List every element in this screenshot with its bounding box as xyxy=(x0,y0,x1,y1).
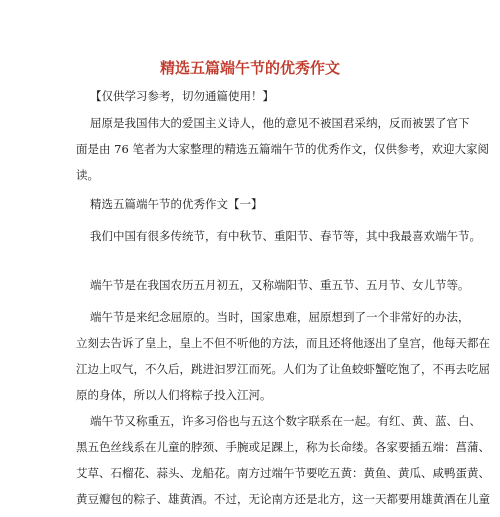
section-heading: 精选五篇端午节的优秀作文【一】 xyxy=(90,197,263,211)
document-title: 精选五篇端午节的优秀作文 xyxy=(159,59,340,77)
paragraph-3-line: 江边上叹气，不久后，跳进汩罗江而死。人们为了让鱼蛟虾蟹吃饱了，不再去吃屈 xyxy=(76,362,490,376)
paragraph-3-line: 端午节是来纪念屈原的。当时，国家患难，屈原想到了一个非常好的办法， xyxy=(90,310,470,324)
paragraph-4-line: 黄豆瓣包的粽子、雄黄酒。不过，无论南方还是北方，这一天都要用雄黄酒在儿童 xyxy=(76,492,490,506)
intro-line: 读。 xyxy=(76,168,99,182)
paragraph-2: 端午节是在我国农历五月初五，又称端阳节、重五节、五月节、女儿节等。 xyxy=(90,278,470,292)
usage-notice: 【仅供学习参考，切勿通篇使用！】 xyxy=(90,89,274,103)
intro-paragraph xyxy=(76,110,489,188)
paragraph-3-line: 原的身体，所以人们将粽子投入江河。 xyxy=(76,388,272,402)
intro-line: 屈原是我国伟大的爱国主义诗人，他的意见不被国君采纳，反而被罢了官下 xyxy=(90,116,470,130)
paragraph-4-line: 端午节又称重五，许多习俗也与五这个数字联系在一起。有红、黄、蓝、白、 xyxy=(90,414,481,428)
paragraph-3-line: 立刻去告诉了皇上，皇上不但不听他的方法，而且还将他逐出了皇宫，他每天都在 xyxy=(76,336,490,350)
paragraph-1: 我们中国有很多传统节，有中秋节、重阳节、春节等，其中我最喜欢端午节。 xyxy=(90,229,481,243)
paragraph-3 xyxy=(76,304,490,408)
paragraph-4-line: 艾草、石榴花、蒜头、龙船花。南方过端午节要吃五黄：黄鱼、黄瓜、咸鸭蛋黄、 xyxy=(76,466,490,480)
paragraph-4-line: 黑五色丝线系在儿童的脖颈、手腕或足踝上，称为长命缕。各家要插五端：菖蒲、 xyxy=(76,440,490,454)
paragraph-4 xyxy=(76,408,490,512)
intro-line: 面是由 76 笔者为大家整理的精选五篇端午节的优秀作文，仅供参考，欢迎大家阅 xyxy=(76,142,489,156)
